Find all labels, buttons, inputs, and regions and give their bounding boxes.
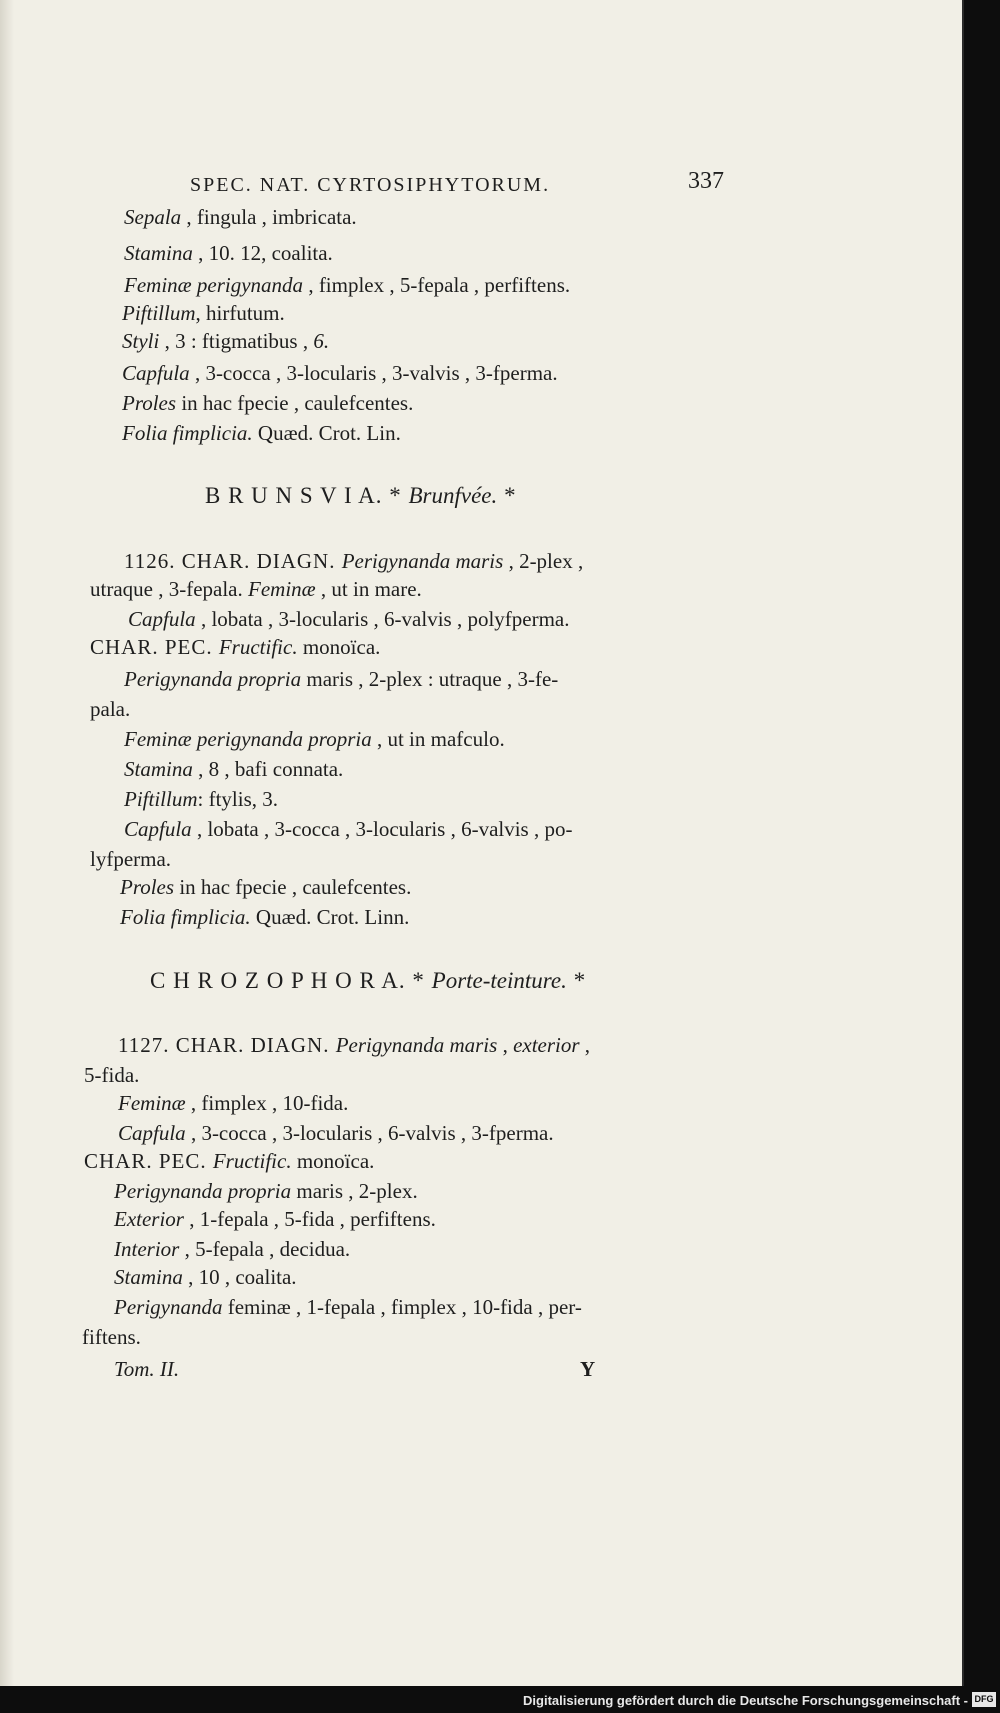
text-segment: , fingula , imbricata. xyxy=(181,205,357,229)
text-line xyxy=(124,548,583,574)
text-line xyxy=(114,1178,418,1204)
text-segment: Capfula xyxy=(124,817,192,841)
dfg-logo: DFG xyxy=(972,1692,996,1707)
text-segment: , lobata , 3-locularis , 6-valvis , polyfperma. xyxy=(195,607,570,631)
text-segment: lyfperma. xyxy=(90,847,172,871)
text-segment: , 10 , coalita. xyxy=(182,1265,297,1289)
text-segment: exterior xyxy=(513,1033,580,1057)
text-line xyxy=(124,666,558,692)
text-segment: Perigynanda maris xyxy=(335,1033,498,1057)
text-segment: , 8 , bafi connata. xyxy=(192,757,344,781)
text-line xyxy=(84,1062,139,1088)
text-segment: maris , 2-plex : utraque , 3-fe- xyxy=(301,667,559,691)
genus-heading-chrozophora xyxy=(150,968,584,994)
text-segment: 6. xyxy=(313,329,330,353)
text-line xyxy=(114,1294,582,1320)
text-segment: Proles xyxy=(122,391,177,415)
text-segment: pala. xyxy=(90,697,131,721)
text-segment: B R U N S V I A. * xyxy=(205,483,409,508)
signature-mark: Y xyxy=(580,1357,596,1381)
text-segment: Porte-teinture. * xyxy=(431,968,585,993)
text-segment: Perigynanda propria xyxy=(114,1179,292,1203)
text-segment: in hac fpecie , caulefcentes. xyxy=(176,391,414,415)
text-segment: in hac fpecie , caulefcentes. xyxy=(174,875,412,899)
text-line xyxy=(122,390,413,416)
text-segment: , 1-fepala , 5-fida , perfiftens. xyxy=(183,1207,436,1231)
text-segment: Folia fimplicia. xyxy=(120,905,251,929)
text-segment: 1127. CHAR. DIAGN. xyxy=(118,1033,336,1057)
text-segment: , ut in mafculo. xyxy=(371,727,505,751)
text-segment: , 5-fepala , decidua. xyxy=(179,1237,351,1261)
text-line xyxy=(90,576,422,602)
text-line xyxy=(118,1090,348,1116)
text-segment: 1126. CHAR. DIAGN. xyxy=(124,549,342,573)
text-segment: Stamina xyxy=(124,757,193,781)
text-segment: Perigynanda maris xyxy=(341,549,504,573)
text-segment: , 3-cocca , 3-locularis , 3-valvis , 3-fperma. xyxy=(189,361,558,385)
text-segment: , xyxy=(497,1033,514,1057)
text-segment: Capfula xyxy=(128,607,196,631)
text-line xyxy=(124,756,343,782)
text-segment: C H R O Z O P H O R A. * xyxy=(150,968,432,993)
text-segment: , fimplex , 10-fida. xyxy=(185,1091,349,1115)
text-segment: Quæd. Crot. Lin. xyxy=(252,421,401,445)
text-segment: CHAR. PEC. xyxy=(84,1149,213,1173)
text-line xyxy=(120,874,411,900)
text-segment: monoïca. xyxy=(297,635,381,659)
text-segment: CHAR. PEC. xyxy=(90,635,219,659)
text-line xyxy=(124,204,357,230)
text-segment: Perigynanda propria xyxy=(124,667,302,691)
text-line xyxy=(84,1148,374,1174)
text-segment: Feminæ perigynanda xyxy=(124,273,304,297)
text-segment: Feminæ xyxy=(118,1091,186,1115)
text-segment: Feminæ perigynanda propria xyxy=(124,727,372,751)
text-line xyxy=(124,816,572,842)
text-line xyxy=(90,696,130,722)
text-segment: Feminæ xyxy=(248,577,316,601)
text-segment: Stamina xyxy=(114,1265,183,1289)
text-segment: Exterior xyxy=(114,1207,184,1231)
text-segment: Brunfvée. * xyxy=(408,483,515,508)
text-segment: Stamina xyxy=(124,241,193,265)
text-line xyxy=(124,786,278,812)
text-line xyxy=(118,1120,554,1146)
text-segment: Capfula xyxy=(118,1121,186,1145)
text-line xyxy=(124,240,333,266)
page-number: 337 xyxy=(688,168,724,194)
text-segment: monoïca. xyxy=(291,1149,375,1173)
text-line xyxy=(114,1206,436,1232)
text-segment: Piftillum xyxy=(122,301,196,325)
text-line xyxy=(90,634,380,660)
text-segment: Fructific. xyxy=(212,1149,292,1173)
text-line xyxy=(122,328,329,354)
text-segment: : ftylis, 3. xyxy=(197,787,279,811)
text-segment: Styli xyxy=(122,329,160,353)
text-segment: utraque , 3-fepala. xyxy=(90,577,249,601)
text-line xyxy=(122,420,401,446)
text-segment: , hirfutum. xyxy=(195,301,285,325)
text-line xyxy=(122,360,558,386)
text-segment: Fructific. xyxy=(218,635,298,659)
text-line xyxy=(118,1032,590,1058)
text-segment: 5-fida. xyxy=(84,1063,140,1087)
text-segment: feminæ , 1-fepala , fimplex , 10-fida , per- xyxy=(222,1295,582,1319)
text-segment: Perigynanda xyxy=(114,1295,223,1319)
text-segment: Folia fimplicia. xyxy=(122,421,253,445)
signature-volume: Tom. II. xyxy=(114,1357,180,1381)
text-segment: Interior xyxy=(114,1237,180,1261)
genus-heading-brunsvia xyxy=(205,483,515,509)
funding-note: Digitalisierung gefördert durch die Deutsche Forschungsgemeinschaft - xyxy=(523,1693,968,1708)
text-segment: Proles xyxy=(120,875,175,899)
text-line xyxy=(124,272,570,298)
text-segment: , 3-cocca , 3-locularis , 6-valvis , 3-fperma. xyxy=(185,1121,554,1145)
text-segment: Quæd. Crot. Linn. xyxy=(250,905,410,929)
text-line xyxy=(90,846,171,872)
text-line xyxy=(82,1324,141,1350)
text-segment: Capfula xyxy=(122,361,190,385)
text-segment: , xyxy=(579,1033,591,1057)
text-line xyxy=(114,1236,350,1262)
text-segment: , 3 : ftigmatibus , xyxy=(159,329,314,353)
text-segment: fiftens. xyxy=(82,1325,141,1349)
text-segment: , 10. 12, coalita. xyxy=(192,241,333,265)
text-line xyxy=(124,726,505,752)
text-segment: , ut in mare. xyxy=(315,577,422,601)
text-line xyxy=(114,1264,297,1290)
running-title: SPEC. NAT. CYRTOSIPHYTORUM. xyxy=(190,174,551,196)
text-line xyxy=(120,904,409,930)
text-segment: Piftillum xyxy=(124,787,198,811)
text-segment: , lobata , 3-cocca , 3-locularis , 6-valvis , po- xyxy=(191,817,573,841)
text-segment: Sepala xyxy=(124,205,182,229)
text-segment: , fimplex , 5-fepala , perfiftens. xyxy=(303,273,571,297)
text-line xyxy=(122,300,285,326)
text-segment: , 2-plex , xyxy=(503,549,584,573)
text-line xyxy=(128,606,570,632)
text-segment: maris , 2-plex. xyxy=(291,1179,418,1203)
